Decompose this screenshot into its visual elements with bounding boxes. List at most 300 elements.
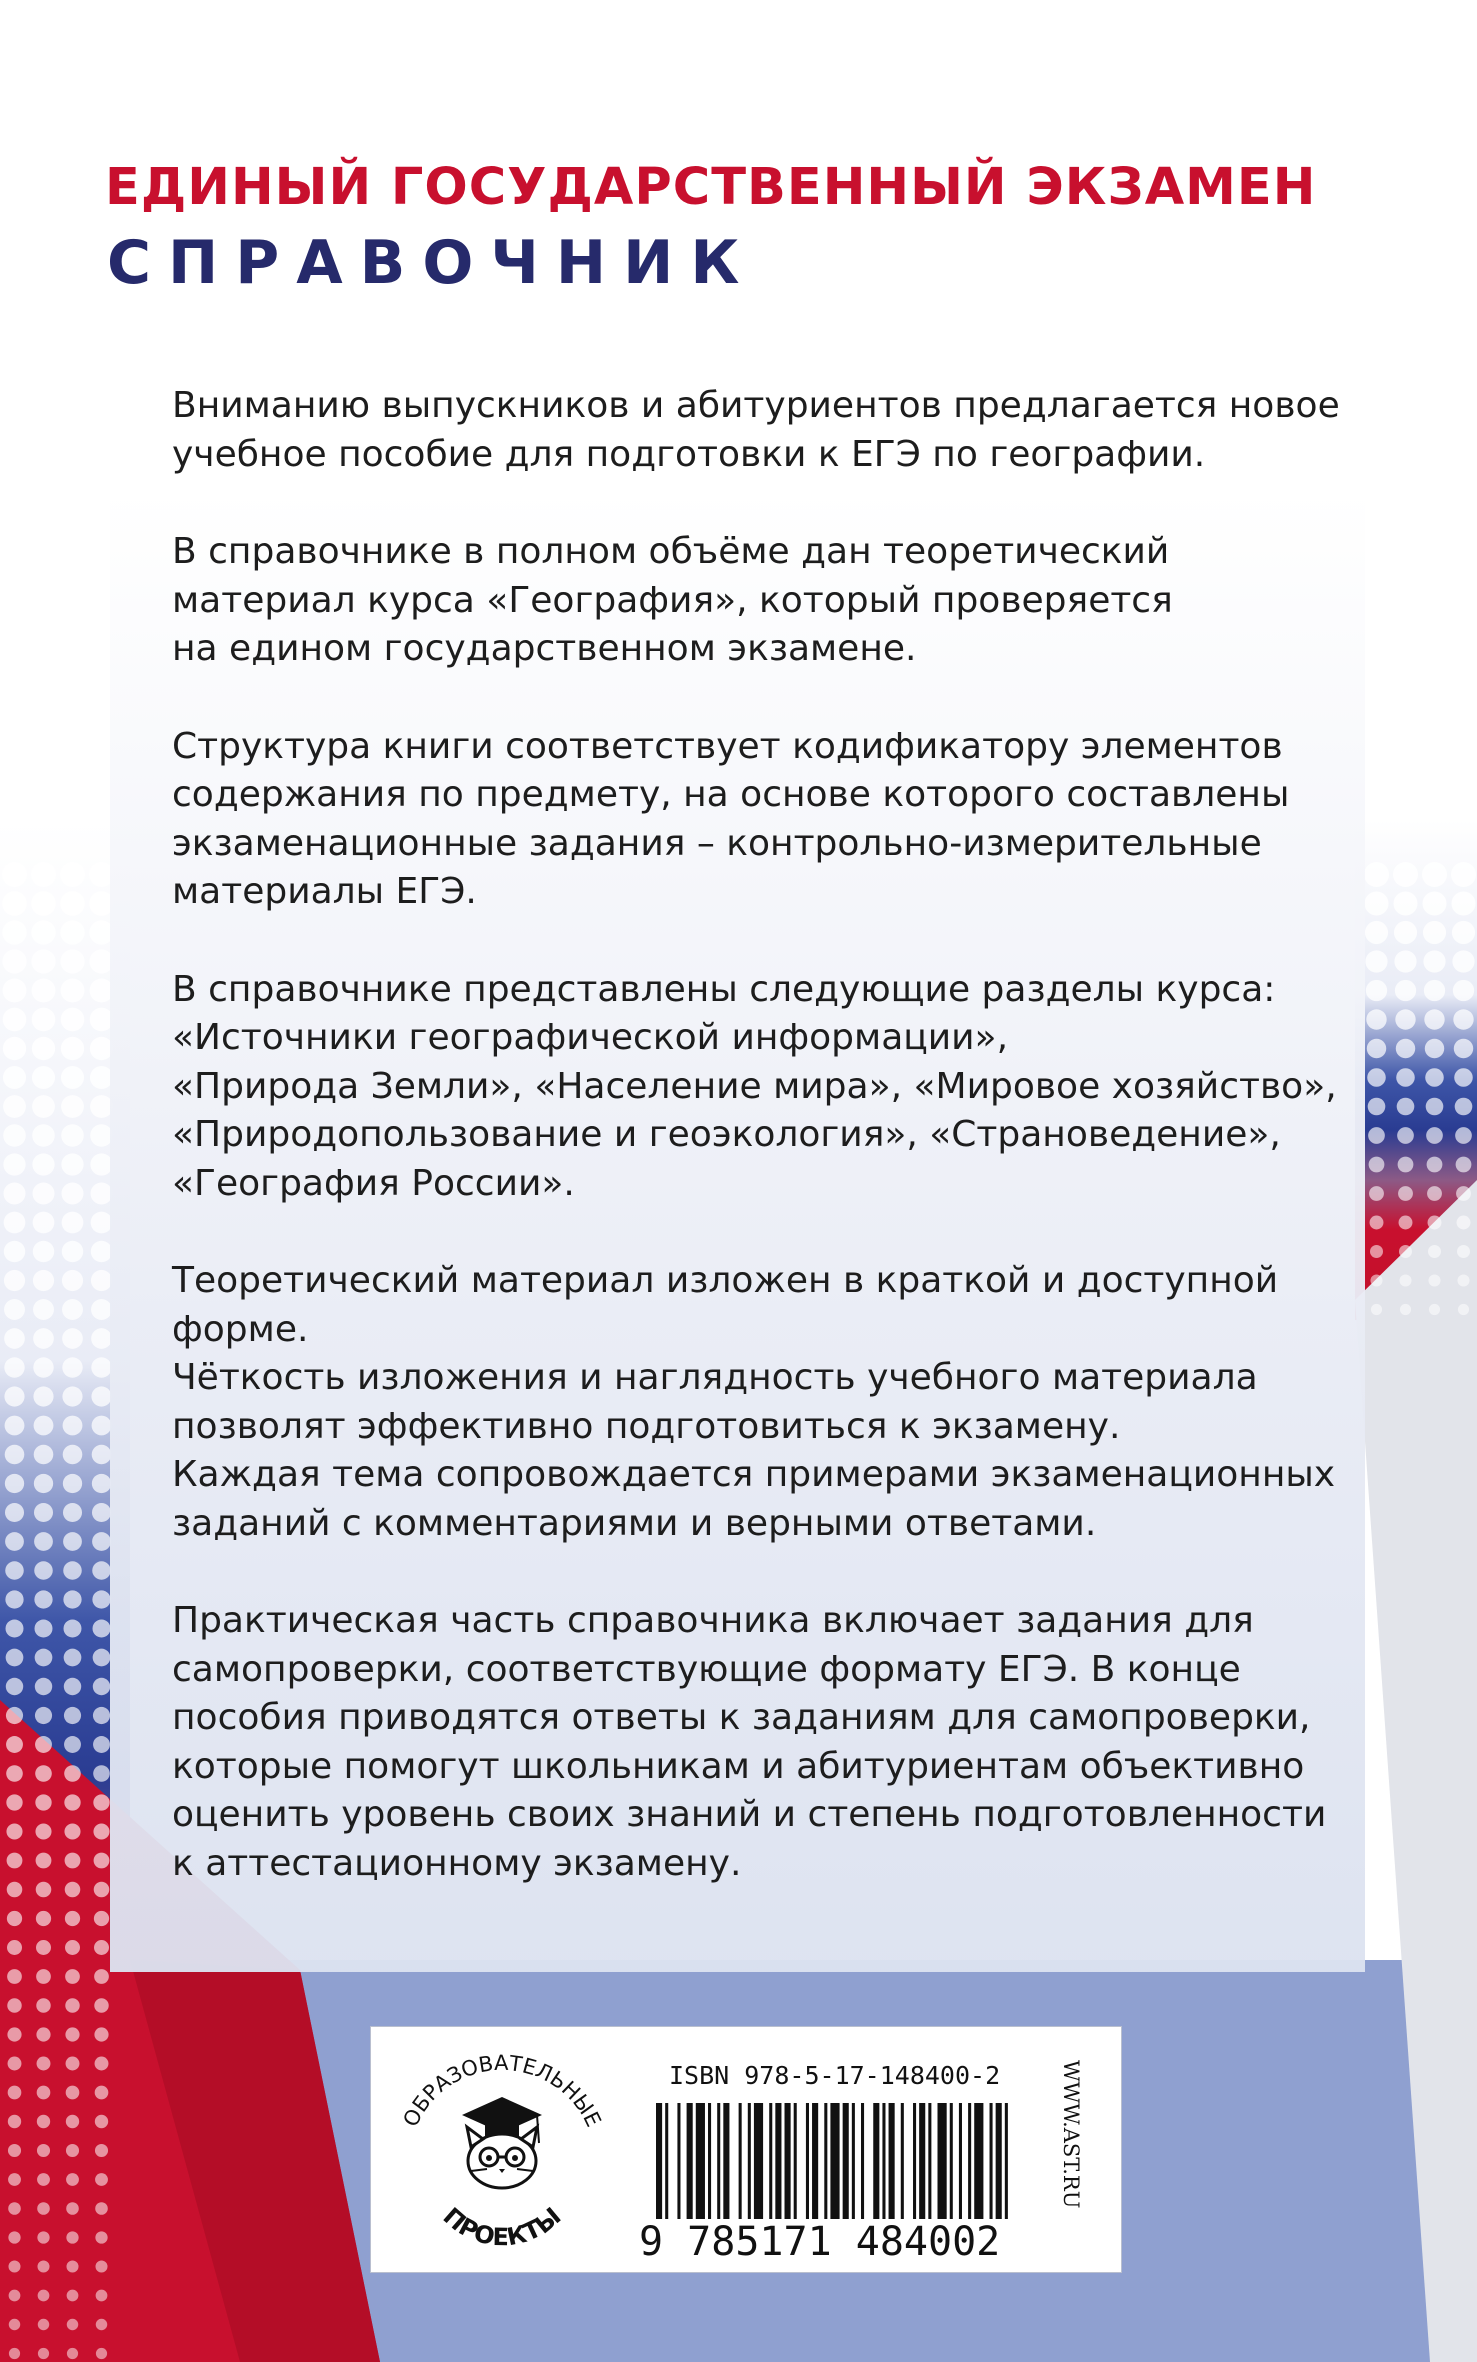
halftone-dot xyxy=(1368,1127,1385,1144)
halftone-dot xyxy=(61,1124,84,1147)
barcode-bar xyxy=(873,2103,879,2219)
paragraph: Вниманию выпускников и абитуриентов предлагается новое учебное пособие для подготовки к ЕГЭ по географии. xyxy=(172,385,1340,475)
halftone-dot xyxy=(38,2348,49,2359)
halftone-dot xyxy=(5,1532,24,1551)
halftone-dot xyxy=(3,1153,25,1175)
halftone-dot xyxy=(34,1416,54,1436)
halftone-dot xyxy=(7,1911,22,1926)
barcode-bar xyxy=(677,2103,680,2219)
halftone-dot xyxy=(8,2260,20,2272)
halftone-dot xyxy=(1370,1216,1384,1230)
halftone-dot xyxy=(64,1678,81,1695)
halftone-dot xyxy=(93,1620,111,1638)
halftone-dot xyxy=(91,1270,112,1291)
halftone-dot xyxy=(8,2144,21,2157)
paragraph: Структура книги соответствует кодификатору элементов содержания по предмету, на основе которого составлены экзаменационные задания – контрольно-измерительные материалы ЕГЭ. xyxy=(172,725,1290,912)
halftone-dot xyxy=(67,2348,78,2359)
halftone-dot xyxy=(1393,862,1418,887)
halftone-dot xyxy=(1456,1157,1472,1173)
halftone-dot xyxy=(65,1969,80,1984)
halftone-dot xyxy=(4,1386,24,1406)
halftone-dot xyxy=(8,2202,21,2215)
halftone-dot xyxy=(61,1095,84,1118)
halftone-dot xyxy=(33,1241,54,1262)
halftone-dot xyxy=(9,2290,21,2302)
halftone-dot xyxy=(1453,1009,1473,1029)
halftone-dot xyxy=(31,862,56,887)
halftone-dot xyxy=(33,1299,54,1320)
barcode-bar xyxy=(754,2103,763,2219)
halftone-dot xyxy=(33,1212,55,1234)
barcode-bar xyxy=(974,2103,983,2219)
barcode-bar xyxy=(739,2103,742,2219)
halftone-dot xyxy=(2,891,27,916)
halftone-dot xyxy=(1399,1274,1411,1286)
halftone-dot xyxy=(65,1940,80,1955)
halftone-dot xyxy=(4,1270,25,1291)
halftone-dot xyxy=(1427,1157,1443,1173)
halftone-dot xyxy=(1364,891,1388,915)
halftone-dot xyxy=(4,1357,24,1377)
halftone-dot xyxy=(92,1474,111,1493)
halftone-dot xyxy=(64,1794,80,1810)
halftone-dot xyxy=(63,1590,81,1608)
barcode-bar xyxy=(785,2103,791,2219)
halftone-dot xyxy=(5,1590,23,1608)
publisher-logo xyxy=(387,2043,617,2255)
halftone-dot xyxy=(66,2057,80,2071)
halftone-dot xyxy=(1369,1157,1385,1173)
halftone-dot xyxy=(66,2115,79,2128)
barcode-bar xyxy=(687,2103,693,2219)
barcode-bar xyxy=(882,2103,885,2219)
halftone-dot xyxy=(65,2027,79,2041)
halftone-dot xyxy=(5,1474,24,1493)
halftone-dot xyxy=(1397,1127,1414,1144)
paragraph: Практическая часть справочника включает задания для самопроверки, соответствующие формату ЕГЭ. В конце пособия приводятся ответы к заданиям для самопроверки, которые помогут школьникам и абитуриентам объективно оценить уровень своих знаний и степень подготовленности к аттестационному экзамену. xyxy=(172,1600,1327,1884)
halftone-dot xyxy=(1426,1098,1444,1116)
halftone-dot xyxy=(65,1998,79,2012)
halftone-dot xyxy=(63,1474,82,1493)
barcode-bar xyxy=(959,2103,962,2219)
halftone-dot xyxy=(37,2231,49,2243)
halftone-dot xyxy=(33,1357,53,1377)
halftone-dot xyxy=(66,2144,79,2157)
halftone-dot xyxy=(37,2173,50,2186)
barcode-bar xyxy=(1005,2103,1008,2219)
halftone-dot xyxy=(1398,1157,1414,1173)
halftone-dot xyxy=(1425,1068,1444,1087)
halftone-dot xyxy=(63,1416,83,1436)
halftone-dot xyxy=(3,979,27,1003)
halftone-dot xyxy=(8,2057,22,2071)
halftone-dot xyxy=(1427,1186,1442,1201)
halftone-dot xyxy=(91,1357,111,1377)
halftone-dot xyxy=(65,1911,80,1926)
halftone-dot xyxy=(6,1649,24,1667)
halftone-dot xyxy=(61,1008,85,1032)
halftone-dot xyxy=(6,1823,22,1839)
halftone-dot xyxy=(37,2115,50,2128)
halftone-dot xyxy=(2,920,26,944)
halftone-dot xyxy=(1425,1039,1444,1058)
barcode-bar xyxy=(769,2103,772,2219)
halftone-dot xyxy=(6,1736,23,1753)
halftone-dot xyxy=(7,1998,21,2012)
halftone-dot xyxy=(67,2290,79,2302)
halftone-dot xyxy=(8,2173,21,2186)
halftone-dot xyxy=(94,1969,109,1984)
halftone-dot xyxy=(93,1649,111,1667)
halftone-dot xyxy=(3,1008,27,1032)
halftone-dot xyxy=(7,1940,22,1955)
halftone-dot xyxy=(1396,1068,1415,1087)
halftone-dot xyxy=(4,1328,25,1349)
barcode-bar xyxy=(990,2103,993,2219)
halftone-dot xyxy=(6,1707,23,1724)
halftone-dot xyxy=(94,1911,109,1926)
halftone-dot xyxy=(95,2202,108,2215)
halftone-dot xyxy=(1366,980,1387,1001)
website-url: WWW.AST.RU xyxy=(1059,2060,1083,2209)
halftone-dot xyxy=(8,2086,22,2100)
halftone-dot xyxy=(65,1882,81,1898)
halftone-dot xyxy=(1457,1274,1469,1286)
halftone-dot xyxy=(31,920,55,944)
exam-title: ЕДИНЫЙ ГОСУДАРСТВЕННЫЙ ЭКЗАМЕН xyxy=(105,158,1317,217)
halftone-dot xyxy=(1428,1245,1441,1258)
barcode-bar xyxy=(919,2103,925,2219)
halftone-dot xyxy=(3,1037,26,1060)
halftone-dot xyxy=(61,1037,84,1060)
halftone-dot xyxy=(1456,1186,1471,1201)
barcode-bar xyxy=(775,2103,781,2219)
halftone-dot xyxy=(1429,1304,1440,1315)
halftone-dot xyxy=(93,1678,110,1695)
halftone-dot xyxy=(4,1241,25,1262)
halftone-dot xyxy=(65,1853,81,1869)
halftone-dot xyxy=(91,1299,112,1320)
halftone-dot xyxy=(93,1765,110,1782)
halftone-dot xyxy=(95,2115,108,2128)
halftone-dot xyxy=(66,2202,79,2215)
halftone-dot xyxy=(1368,1098,1386,1116)
halftone-dot xyxy=(93,1736,110,1753)
halftone-dot xyxy=(32,1095,55,1118)
graduate-cat-icon xyxy=(462,2097,542,2188)
halftone-dot xyxy=(67,2319,78,2330)
paragraph: В справочнике представлены следующие разделы курса: «Источники географической информации», «Природа Земли», «Население мира», «Мировое хозяйство», «Природопользование и геоэкология», «Страноведение», «География России». xyxy=(172,968,1337,1204)
halftone-dot xyxy=(6,1765,23,1782)
halftone-dot xyxy=(64,1649,82,1667)
halftone-dot xyxy=(36,1882,52,1898)
halftone-dot xyxy=(1398,1186,1413,1201)
halftone-dot xyxy=(37,2086,51,2100)
halftone-dot xyxy=(32,979,56,1003)
halftone-dot xyxy=(7,1853,23,1869)
halftone-dot xyxy=(34,1532,53,1551)
halftone-dot xyxy=(35,1823,51,1839)
halftone-dot xyxy=(1394,921,1417,944)
halftone-dot xyxy=(36,2027,50,2041)
barcode-bar xyxy=(938,2103,947,2219)
halftone-dot xyxy=(8,2231,20,2243)
halftone-dot xyxy=(1396,1039,1415,1058)
halftone-dot xyxy=(1455,1098,1473,1116)
barcode-bar xyxy=(968,2103,971,2219)
halftone-dot xyxy=(61,1153,83,1175)
paragraph: Теоретический материал изложен в краткой и доступной форме. Чёткость изложения и наглядность учебного материала позволят эффективно подготовиться к экзамену. Каждая тема сопровождается примерами экзаменационных заданий с комментариями и верными ответами. xyxy=(172,1260,1336,1544)
halftone-dot xyxy=(61,1182,83,1204)
halftone-dot xyxy=(1423,921,1446,944)
halftone-dot xyxy=(1399,1245,1412,1258)
halftone-dot xyxy=(96,2290,108,2302)
halftone-dot xyxy=(94,1853,110,1869)
barcode-bar xyxy=(665,2103,668,2219)
halftone-dot xyxy=(5,1445,25,1465)
halftone-dot xyxy=(60,862,85,887)
halftone-dot xyxy=(63,1561,82,1580)
halftone-dot xyxy=(1457,1245,1470,1258)
halftone-dot xyxy=(1422,891,1446,915)
halftone-dot xyxy=(1370,1274,1382,1286)
halftone-dot xyxy=(64,1823,80,1839)
halftone-dot xyxy=(33,1270,54,1291)
halftone-dot xyxy=(1424,1009,1444,1029)
halftone-dot xyxy=(63,1503,82,1522)
halftone-dot xyxy=(6,1678,23,1695)
halftone-dot xyxy=(1423,950,1445,972)
halftone-dot xyxy=(96,2319,107,2330)
halftone-dot xyxy=(95,2260,107,2272)
halftone-dot xyxy=(66,2260,78,2272)
halftone-dot xyxy=(7,1882,23,1898)
halftone-dot xyxy=(1400,1304,1411,1315)
halftone-dot xyxy=(2,862,27,887)
halftone-dot xyxy=(35,1794,51,1810)
halftone-dot xyxy=(1364,862,1389,887)
halftone-dot xyxy=(8,2115,21,2128)
description-text xyxy=(172,382,1352,1937)
halftone-dot xyxy=(35,1678,52,1695)
isbn-box xyxy=(370,2026,1122,2273)
halftone-dot xyxy=(7,2027,21,2041)
barcode-bar xyxy=(950,2103,953,2219)
halftone-dot xyxy=(60,949,84,973)
halftone-dot xyxy=(1365,950,1387,972)
barcode-bar xyxy=(748,2103,751,2219)
halftone-dot xyxy=(35,1620,53,1638)
halftone-dot xyxy=(1399,1216,1413,1230)
halftone-dot xyxy=(94,1882,110,1898)
halftone-dot xyxy=(35,1649,53,1667)
halftone-dot xyxy=(36,1998,50,2012)
halftone-dot xyxy=(37,2260,49,2272)
halftone-dot xyxy=(9,2348,20,2359)
halftone-dot xyxy=(3,1066,26,1089)
halftone-dot xyxy=(36,1969,51,1984)
halftone-dot xyxy=(5,1561,24,1580)
barcode-bar xyxy=(889,2103,895,2219)
halftone-dot xyxy=(4,1299,25,1320)
halftone-dot xyxy=(1370,1245,1383,1258)
halftone-dot xyxy=(96,2348,107,2359)
barcode-bar xyxy=(824,2103,827,2219)
halftone-dot xyxy=(32,1066,55,1089)
halftone-dot xyxy=(1426,1127,1443,1144)
halftone-dot xyxy=(31,949,55,973)
halftone-dot xyxy=(92,1561,111,1580)
barcode-bar xyxy=(696,2103,705,2219)
halftone-dot xyxy=(38,2290,50,2302)
halftone-dot xyxy=(34,1445,54,1465)
halftone-dot xyxy=(64,1707,81,1724)
halftone-dot xyxy=(62,1241,83,1262)
halftone-dot xyxy=(62,1299,83,1320)
halftone-dot xyxy=(61,979,85,1003)
halftone-dot xyxy=(66,2086,80,2100)
halftone-dot xyxy=(1452,921,1475,944)
halftone-dot xyxy=(60,920,84,944)
halftone-dot xyxy=(92,1503,111,1522)
halftone-dot xyxy=(34,1474,53,1493)
halftone-dot xyxy=(36,1911,51,1926)
halftone-dot xyxy=(34,1590,52,1608)
halftone-dot xyxy=(94,1998,108,2012)
halftone-dot xyxy=(62,1357,82,1377)
barcode-bar xyxy=(708,2103,711,2219)
barcode-bar xyxy=(717,2103,720,2219)
halftone-dot xyxy=(1394,950,1416,972)
barcode-bar xyxy=(723,2103,729,2219)
halftone-dot xyxy=(1458,1304,1469,1315)
halftone-dot xyxy=(95,2231,107,2243)
halftone-dot xyxy=(62,1212,84,1234)
halftone-dot xyxy=(94,2027,108,2041)
halftone-dot xyxy=(1365,921,1388,944)
halftone-dot xyxy=(32,1182,54,1204)
book-subtitle: СПРАВОЧНИК xyxy=(107,228,757,298)
barcode-bar xyxy=(996,2103,1002,2219)
halftone-dot xyxy=(1422,862,1447,887)
halftone-dot xyxy=(62,1270,83,1291)
halftone-dot xyxy=(1371,1304,1382,1315)
paragraph: В справочнике в полном объёме дан теоретический материал курса «География», который проверяется на едином государственном экзамене. xyxy=(172,531,1173,669)
halftone-dot xyxy=(1455,1127,1472,1144)
halftone-dot xyxy=(38,2319,49,2330)
halftone-dot xyxy=(5,1416,25,1436)
halftone-dot xyxy=(93,1707,110,1724)
halftone-dot xyxy=(36,1853,52,1869)
halftone-dot xyxy=(1452,950,1474,972)
halftone-dot xyxy=(62,1386,82,1406)
barcode xyxy=(656,2103,1014,2219)
halftone-dot xyxy=(66,2231,78,2243)
barcode-bar xyxy=(830,2103,839,2219)
halftone-dot xyxy=(95,2144,108,2157)
halftone-dot xyxy=(1393,891,1417,915)
halftone-dot xyxy=(33,1328,54,1349)
barcode-bar xyxy=(928,2103,931,2219)
halftone-dot xyxy=(36,1940,51,1955)
halftone-dot xyxy=(91,1328,112,1349)
halftone-dot xyxy=(95,2086,109,2100)
halftone-dot xyxy=(92,1445,112,1465)
halftone-dot xyxy=(4,1212,26,1234)
halftone-dot xyxy=(34,1561,53,1580)
barcode-bar xyxy=(913,2103,916,2219)
halftone-dot xyxy=(9,2319,20,2330)
barcode-bar xyxy=(656,2103,662,2219)
halftone-dot xyxy=(1369,1186,1384,1201)
halftone-dot xyxy=(92,1532,111,1551)
halftone-dot xyxy=(60,891,85,916)
halftone-dot xyxy=(66,2173,79,2186)
halftone-dot xyxy=(62,1328,83,1349)
halftone-dot xyxy=(92,1416,112,1436)
halftone-dot xyxy=(1367,1039,1386,1058)
halftone-dot xyxy=(64,1765,81,1782)
barcode-bar xyxy=(852,2103,855,2219)
halftone-dot xyxy=(32,1008,56,1032)
barcode-bar xyxy=(794,2103,797,2219)
svg-text:ПРОЕКТЫ xyxy=(438,2202,567,2251)
barcode-bar xyxy=(812,2103,818,2219)
halftone-dot xyxy=(3,1095,26,1118)
barcode-bar xyxy=(861,2103,864,2219)
halftone-dot xyxy=(31,891,56,916)
halftone-dot xyxy=(35,1707,52,1724)
halftone-dot xyxy=(1454,1068,1473,1087)
halftone-dot xyxy=(1428,1274,1440,1286)
barcode-bar xyxy=(901,2103,904,2219)
halftone-dot xyxy=(63,1445,83,1465)
halftone-dot xyxy=(32,1124,55,1147)
halftone-dot xyxy=(1457,1216,1471,1230)
halftone-dot xyxy=(95,2057,109,2071)
halftone-dot xyxy=(1453,980,1474,1001)
halftone-dot xyxy=(32,1153,54,1175)
barcode-bar xyxy=(806,2103,809,2219)
halftone-dot xyxy=(64,1620,82,1638)
barcode-digits: 9 785171 484002 xyxy=(639,2219,1001,2265)
halftone-dot xyxy=(5,1503,24,1522)
halftone-dot xyxy=(7,1969,22,1984)
halftone-dot xyxy=(2,949,26,973)
halftone-dot xyxy=(93,1823,109,1839)
halftone-dot xyxy=(1367,1068,1386,1087)
halftone-dot xyxy=(92,1590,110,1608)
halftone-dot xyxy=(94,1940,109,1955)
halftone-dot xyxy=(1395,1009,1415,1029)
halftone-dot xyxy=(93,1794,109,1810)
halftone-dot xyxy=(32,1037,55,1060)
halftone-dot xyxy=(1428,1216,1442,1230)
halftone-dot xyxy=(91,1386,111,1406)
logo-top-text: ОБРАЗОВАТЕЛЬНЫЕ xyxy=(398,2050,606,2131)
halftone-dot xyxy=(37,2202,50,2215)
barcode-bar xyxy=(843,2103,849,2219)
halftone-dot xyxy=(1451,891,1475,915)
halftone-dot xyxy=(1451,862,1476,887)
halftone-dot xyxy=(6,1620,24,1638)
halftone-dot xyxy=(1424,980,1445,1001)
halftone-dot xyxy=(61,1066,84,1089)
halftone-dot xyxy=(1397,1098,1415,1116)
halftone-dot xyxy=(95,2173,108,2186)
halftone-dot xyxy=(3,1124,26,1147)
halftone-dot xyxy=(35,1765,52,1782)
